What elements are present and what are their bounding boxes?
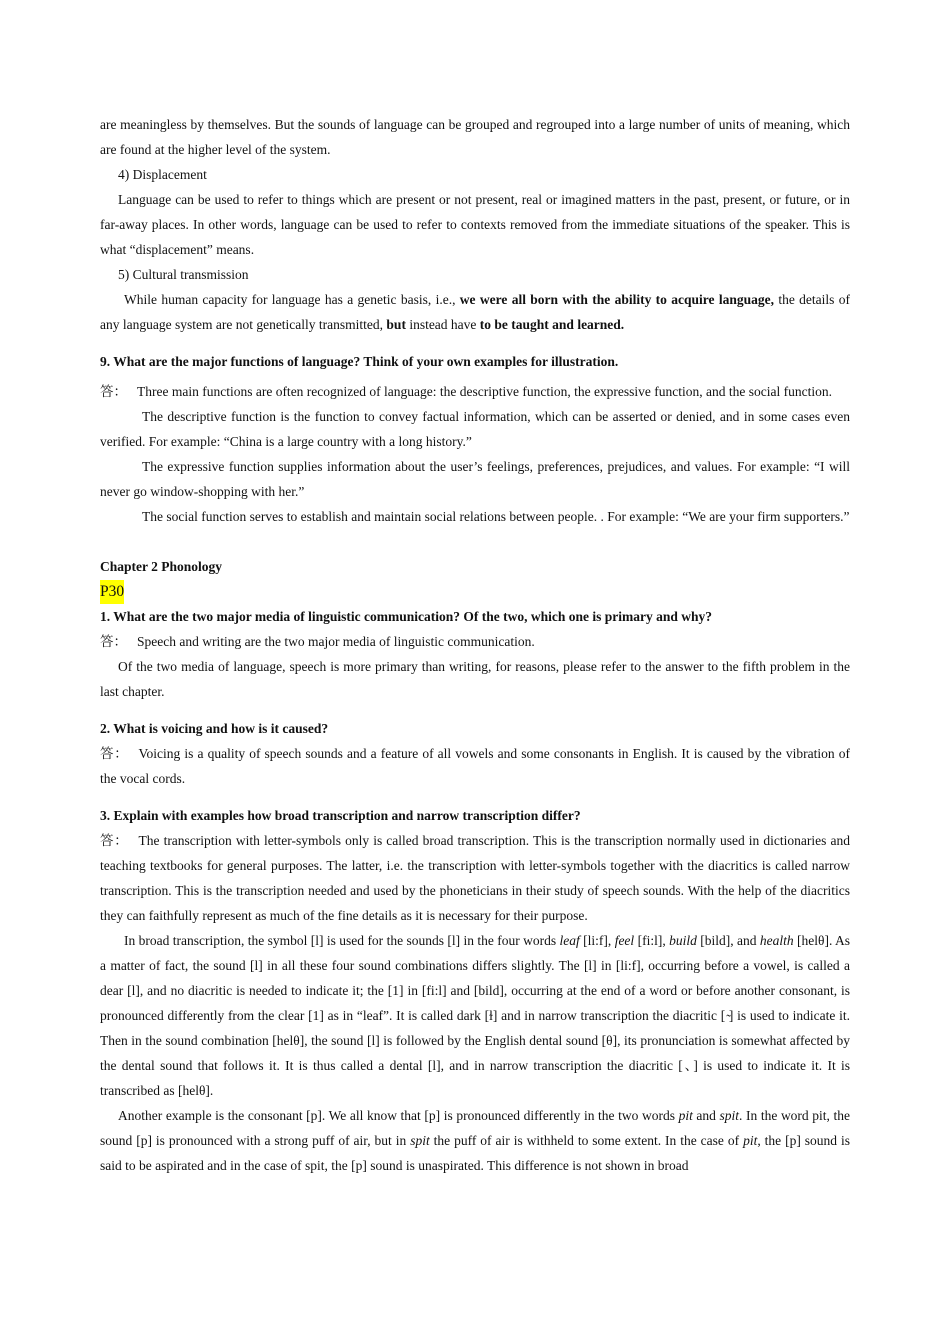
answer-paragraph: 答： Voicing is a quality of speech sounds and a feature of all vowels and some consonants in English. It is caused by the vibration of the vocal cords. (100, 746, 850, 786)
answer-mark: 答： (100, 634, 127, 649)
paragraph: are meaningless by themselves. But the sounds of language can be grouped and regrouped into a large number of units of meaning, which are found at the higher level of the system. (100, 117, 850, 157)
answer-paragraph: 答： The transcription with letter-symbols only is called broad transcription. This is the transcription normally used in dictionaries and teaching textbooks for general purposes. The latter, i.e. the transcription with letter-symbols together with the diacritics is called narrow transcription. This is the transcription needed and used by the phoneticians in their study of speech sounds. With the help of the diacritics they can faithfully represent as much of the fine details as it is necessary for their purpose. (100, 833, 850, 923)
page-reference (100, 579, 850, 604)
paragraph: Language can be used to refer to things which are present or not present, real or imagined matters in the past, present, or future, or in far-away places. In other words, language can be used to refer to contexts removed from the immediate situations of the speaker. This is what “displacement” means. (100, 192, 850, 257)
paragraph: The social function serves to establish and maintain social relations between people. . For example: “We are your firm supporters.” (142, 509, 850, 524)
answer-paragraph: 答： Three main functions are often recognized of language: the descriptive function, the expressive function, and the social function. (100, 384, 832, 399)
paragraph: The expressive function supplies information about the user’s feelings, preferences, prejudices, and values. For example: “I will never go window-shopping with her.” (100, 459, 850, 499)
paragraph: Another example is the consonant [p]. We all know that [p] is pronounced differently in the two words pit and spit. In the word pit, the sound [p] is pronounced with a strong puff of air, but in spit the puff of air is withheld to some extent. In the case of pit, the [p] sound is said to be aspirated and in the case of spit, the [p] sound is unaspirated. This difference is not shown in broad (100, 1108, 850, 1173)
question-heading: 9. What are the major functions of language? Think of your own examples for illustration. (100, 354, 619, 369)
question-heading: 3. Explain with examples how broad transcription and narrow transcription differ? (100, 808, 581, 823)
highlighted-page-ref: P30 (100, 580, 124, 604)
paragraph: Of the two media of language, speech is more primary than writing, for reasons, please refer to the answer to the fifth problem in the last chapter. (100, 659, 850, 699)
paragraph: The descriptive function is the function to convey factual information, which can be asserted or denied, and in some cases even verified. For example: “China is a large country with a long history.” (100, 409, 850, 449)
question-heading: 2. What is voicing and how is it caused? (100, 721, 329, 736)
answer-mark: 答： (100, 833, 129, 848)
paragraph: In broad transcription, the symbol [l] is used for the sounds [l] in the four words leaf [li:f], feel [fi:l], build [bild], and health [helθ]. As a matter of fact, the sound [l] in all these four sound combinations differs slightly. The [l] in [li:f], occurring before a vowel, is called a dear [l], and no diacritic is needed to indicate it; the [1] in [fi:l] and [bild], occurring at the end of a word or before another consonant, is pronounced differently from the clear [1] as in “leaf”. It is called dark [ɫ] and in narrow transcription the diacritic [ ̴] is used to indicate it. Then in the sound combination [helθ], the sound [l] is followed by the English dental sound [θ], its pronunciation is somewhat affected by the dental sound that follows it. It is thus called a dental [l], and in narrow transcription the diacritic [、] is used to indicate it. It is transcribed as [helθ]. (100, 933, 851, 1098)
chapter-title: Chapter 2 Phonology (100, 559, 223, 574)
list-label-displacement: 4) Displacement (118, 167, 207, 182)
answer-mark: 答： (100, 746, 129, 761)
question-heading: 1. What are the two major media of linguistic communication? Of the two, which one is primary and why? (100, 609, 712, 624)
paragraph: While human capacity for language has a genetic basis, i.e., we were all born with the ability to acquire language, the details of any language system are not genetically transmitted, but instead have to be taught and learned. (100, 292, 851, 332)
list-label-cultural-transmission: 5) Cultural transmission (118, 267, 249, 282)
answer-paragraph: 答： Speech and writing are the two major media of linguistic communication. (100, 634, 535, 649)
answer-mark: 答： (100, 384, 127, 399)
document-page (100, 112, 850, 1178)
